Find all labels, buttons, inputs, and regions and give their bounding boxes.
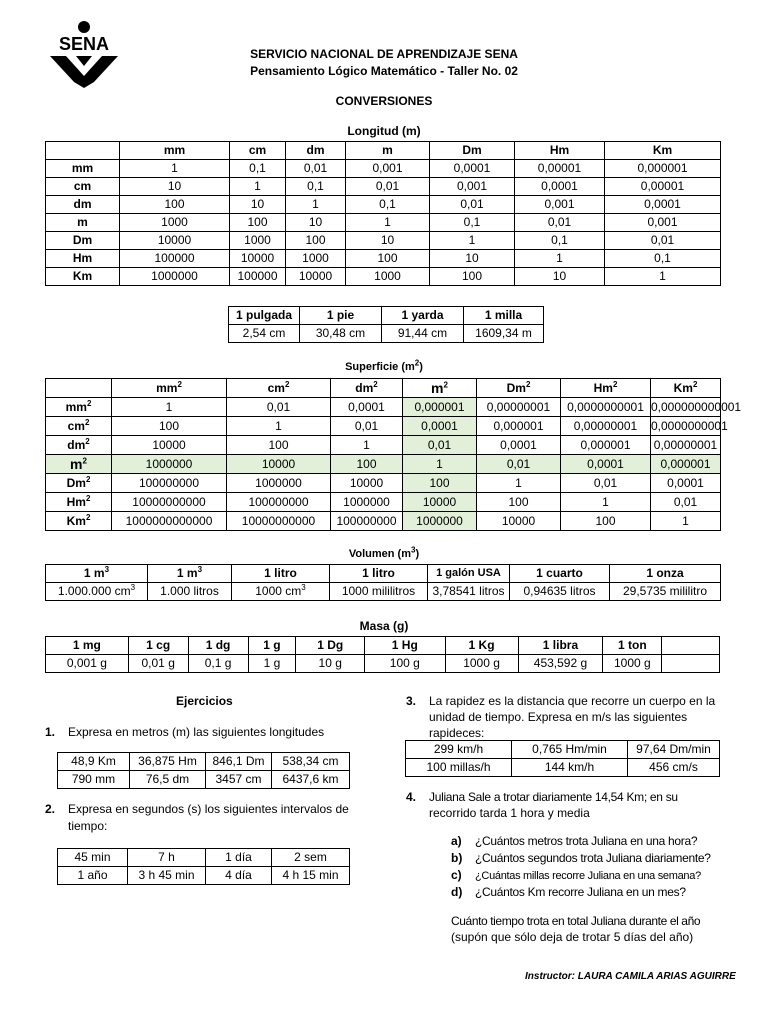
table-cell: 0,0000000001: [561, 398, 651, 417]
table-cell: 10000: [230, 250, 286, 268]
q4-closing-line1: Cuánto tiempo trota en total Juliana durante el año: [451, 914, 701, 928]
table-cell: 1.000 litros: [148, 583, 232, 601]
table-cell: 0,000000000001: [651, 398, 721, 417]
table-cell: 0,00000001: [651, 436, 721, 455]
table-cell: 0,0001: [477, 436, 561, 455]
table-cell: 0,001: [430, 178, 515, 196]
table-cell: 0,1: [346, 196, 430, 214]
table-cell: 0,1: [515, 232, 605, 250]
column-header: mm: [120, 142, 230, 160]
row-header: $mm^2$: [46, 398, 112, 417]
table-row: [46, 512, 721, 531]
row-header: Km$^2$: [46, 512, 112, 531]
row-header: dm: [46, 196, 120, 214]
volumen-title: Volumen $(m^3)$: [348, 545, 420, 560]
table-cell: 100: [227, 436, 331, 455]
table-cell: 1000000: [227, 474, 331, 493]
table-cell: 1: [227, 417, 331, 436]
column-header: 1 dg: [188, 637, 248, 655]
table-row: [46, 178, 721, 196]
table-row: [406, 741, 720, 759]
table-cell: 1: [605, 268, 721, 286]
table-cell: 100: [112, 417, 227, 436]
table-cell: 0,001: [515, 196, 605, 214]
column-header: $dm^2$: [331, 379, 403, 398]
table-cell: 0,01: [561, 474, 651, 493]
table-cell: 1000 g: [603, 655, 662, 673]
table-cell: 29,5735 mililitro: [610, 583, 721, 601]
table-cell: 4 día: [206, 867, 272, 885]
table-cell: 0,00001: [605, 178, 721, 196]
q4-number: 4.: [406, 790, 417, 804]
column-header: 1 yarda: [382, 307, 464, 325]
table-cell: 100: [430, 268, 515, 286]
column-header: Km$^2$: [651, 379, 721, 398]
table-cell: 100: [561, 512, 651, 531]
table-cell: 100 millas/h: [406, 759, 512, 777]
column-header: [662, 637, 720, 655]
table-cell: 1609,34 m: [464, 325, 544, 343]
table-cell: 1: [120, 160, 230, 178]
list-item-letter: a): [451, 834, 462, 848]
q1-text: Expresa en metros (m) las siguientes longitudes: [68, 725, 325, 739]
column-header: 1 galón USA: [428, 565, 510, 583]
table-cell: 2 sem: [272, 849, 350, 867]
table-cell: 0,01: [331, 417, 403, 436]
column-header: 1 pulgada: [229, 307, 300, 325]
column-header: 1 Dg: [296, 637, 365, 655]
column-header: 1 $m^3$: [46, 565, 148, 583]
q4-text-line2: recorrido tarda 1 hora y media: [429, 806, 590, 820]
table-cell: 10000: [331, 474, 403, 493]
table-row: [46, 398, 721, 417]
list-item: [451, 850, 711, 866]
list-item: [451, 884, 686, 900]
q3-text-line3: rapideces:: [429, 726, 485, 740]
volumen-table: [45, 564, 721, 601]
table-cell: 10: [120, 178, 230, 196]
table-cell: [662, 655, 720, 673]
table-row: [58, 753, 350, 771]
column-header: 1 litro: [232, 565, 330, 583]
table-cell: 3,78541 litros: [428, 583, 510, 601]
table-row: [46, 214, 721, 232]
table-cell: 45 min: [58, 849, 128, 867]
column-header: 1 milla: [464, 307, 544, 325]
table-cell: 1: [346, 214, 430, 232]
column-header: [46, 379, 112, 398]
table-cell: 0,01: [403, 436, 477, 455]
section-title: CONVERSIONES: [335, 94, 433, 108]
institution-title: SERVICIO NACIONAL DE APRENDIZAJE SENA: [250, 47, 518, 61]
table-cell: 1: [651, 512, 721, 531]
list-item-letter: b): [451, 851, 463, 865]
table-cell: 0,000001: [651, 455, 721, 474]
table-row: [58, 849, 350, 867]
table-cell: 7 h: [128, 849, 206, 867]
table-cell: 456 cm/s: [628, 759, 720, 777]
column-header: 1 g: [248, 637, 296, 655]
table-cell: 10 g: [296, 655, 365, 673]
course-title: Pensamiento Lógico Matemático - Taller No. 02: [250, 64, 518, 78]
table-cell: 1: [403, 455, 477, 474]
column-header: 1 Kg: [445, 637, 518, 655]
table-row: [46, 232, 721, 250]
table-row: [46, 417, 721, 436]
table-cell: 10: [230, 196, 286, 214]
q4-text-line1: Juliana Sale a trotar diariamente 14,54 Km; en su: [429, 790, 678, 804]
column-header: Dm: [430, 142, 515, 160]
column-header: 1 Hg: [365, 637, 446, 655]
q3-text-line1: La rapidez es la distancia que recorre un cuerpo en la: [429, 694, 716, 708]
table-cell: 10000000000: [112, 493, 227, 512]
table-cell: 100: [230, 214, 286, 232]
table-cell: 10000: [120, 232, 230, 250]
table-cell: 1000000: [331, 493, 403, 512]
table-row: [46, 455, 721, 474]
table-row: [46, 474, 721, 493]
table-cell: 0,0000000001: [651, 417, 721, 436]
table-cell: 0,01: [286, 160, 346, 178]
table-cell: 0,0001: [331, 398, 403, 417]
table-cell: 10: [515, 268, 605, 286]
table-row: [46, 583, 721, 601]
table-cell: 10000: [403, 493, 477, 512]
q3-text-line2: unidad de tiempo. Expresa en m/s las siguientes: [429, 710, 688, 724]
table-cell: 4 h 15 min: [272, 867, 350, 885]
table-cell: 1000 mililitros: [330, 583, 428, 601]
column-header: Hm$^2$: [561, 379, 651, 398]
row-header: Hm: [46, 250, 120, 268]
table-cell: 0,1: [286, 178, 346, 196]
q2-text-line2: tiempo:: [68, 819, 108, 833]
longitud-table: [45, 141, 721, 286]
longitud-title: Longitud (m): [347, 124, 421, 138]
table-cell: 0,01: [515, 214, 605, 232]
column-header: 1 $m^3$: [148, 565, 232, 583]
table-header-row: [46, 379, 721, 398]
table-cell: 36,875 Hm: [130, 753, 206, 771]
row-header: mm: [46, 160, 120, 178]
row-header: Dm: [46, 232, 120, 250]
table-cell: 1: [230, 178, 286, 196]
table-cell: 1: [112, 398, 227, 417]
table-cell: 30,48 cm: [300, 325, 382, 343]
table-cell: 1: [477, 474, 561, 493]
table-cell: 538,34 cm: [272, 753, 350, 771]
column-header: 1 ton: [603, 637, 662, 655]
table-cell: 0,000001: [561, 436, 651, 455]
table-cell: 1 g: [248, 655, 296, 673]
table-cell: 0,0001: [403, 417, 477, 436]
table-cell: 453,592 g: [518, 655, 603, 673]
table-cell: 1000000: [120, 268, 230, 286]
table-row: [46, 268, 721, 286]
table-cell: 0,1: [430, 214, 515, 232]
table-cell: 10000: [112, 436, 227, 455]
table-cell: 3 h 45 min: [128, 867, 206, 885]
row-header: Km: [46, 268, 120, 286]
table-cell: 0,1: [605, 250, 721, 268]
table-cell: 0,01: [651, 493, 721, 512]
row-header: $dm^2$: [46, 436, 112, 455]
table-cell: 1000: [346, 268, 430, 286]
table-cell: 0,01: [227, 398, 331, 417]
table-row: [46, 160, 721, 178]
table-cell: 0,0001: [515, 178, 605, 196]
column-header: [46, 142, 120, 160]
q2-number: 2.: [45, 802, 56, 816]
column-header: 1 libra: [518, 637, 603, 655]
masa-title: Masa (g): [359, 619, 409, 633]
table-cell: 1000000000000: [112, 512, 227, 531]
table-cell: 48,9 Km: [58, 753, 130, 771]
table-cell: 0,94635 litros: [510, 583, 610, 601]
column-header: $m^2$: [403, 379, 477, 398]
row-header: Hm$^2$: [46, 493, 112, 512]
table-cell: 790 mm: [58, 771, 130, 789]
table-cell: 1000000: [112, 455, 227, 474]
row-header: $cm^2$: [46, 417, 112, 436]
table-cell: 0,000001: [403, 398, 477, 417]
table-cell: 76,5 dm: [130, 771, 206, 789]
superficie-table: [45, 378, 742, 531]
ejercicios-title: Ejercicios: [176, 694, 233, 708]
table-cell: 1 año: [58, 867, 128, 885]
instructor-signature: Instructor: LAURA CAMILA ARIAS AGUIRRE: [525, 971, 736, 982]
table-header-row: [46, 637, 720, 655]
row-header: Dm$^2$: [46, 474, 112, 493]
table-cell: 1000 g: [445, 655, 518, 673]
table-cell: 0,001: [605, 214, 721, 232]
table-cell: 100000000: [112, 474, 227, 493]
table-cell: 0,1 g: [188, 655, 248, 673]
q2-table: [57, 848, 350, 885]
table-cell: 1000000: [403, 512, 477, 531]
table-cell: 0,01: [430, 196, 515, 214]
table-cell: 97,64 Dm/min: [628, 741, 720, 759]
table-cell: 0,000001: [477, 417, 561, 436]
table-cell: 10000000000: [227, 512, 331, 531]
list-item-letter: d): [451, 885, 463, 899]
table-cell: 1000: [120, 214, 230, 232]
table-cell: 1: [561, 493, 651, 512]
column-header: $mm^2$: [112, 379, 227, 398]
table-cell: 144 km/h: [512, 759, 628, 777]
table-cell: 100: [346, 250, 430, 268]
table-cell: 100: [120, 196, 230, 214]
q1-table: [57, 752, 350, 789]
table-row: [46, 436, 721, 455]
table-cell: 100: [286, 232, 346, 250]
column-header: 1 litro: [330, 565, 428, 583]
column-header: cm: [230, 142, 286, 160]
table-cell: 0,0001: [430, 160, 515, 178]
table-cell: 1000: [230, 232, 286, 250]
table-cell: 6437,6 km: [272, 771, 350, 789]
table-cell: 100 g: [365, 655, 446, 673]
q3-table: [405, 740, 720, 777]
list-item-text: ¿Cuántos segundos trota Juliana diariamente?: [475, 851, 711, 865]
table-row: [58, 867, 350, 885]
column-header: 1 cuarto: [510, 565, 610, 583]
column-header: 1 mg: [46, 637, 129, 655]
table-cell: 10000: [286, 268, 346, 286]
list-item: [451, 867, 701, 884]
row-header: cm: [46, 178, 120, 196]
column-header: $cm^2$: [227, 379, 331, 398]
list-item: [451, 833, 697, 849]
table-row: [46, 250, 721, 268]
table-cell: 0,01 g: [128, 655, 188, 673]
list-item-text: ¿Cuántos metros trota Juliana en una hora?: [475, 834, 698, 848]
table-cell: 1: [430, 232, 515, 250]
table-cell: 1: [515, 250, 605, 268]
table-cell: 100000000: [227, 493, 331, 512]
table-header-row: [46, 142, 721, 160]
q1-number: 1.: [45, 725, 56, 739]
table-cell: 1.000.000 $cm^3$: [46, 583, 148, 601]
table-header-row: [46, 565, 721, 583]
table-row: [46, 655, 720, 673]
column-header: Hm: [515, 142, 605, 160]
q2-text-line1: Expresa en segundos (s) los siguientes intervalos de: [68, 802, 349, 816]
table-row: [46, 196, 721, 214]
table-cell: 0,01: [605, 232, 721, 250]
masa-table: [45, 636, 720, 673]
table-cell: 10000: [227, 455, 331, 474]
logo-text: SENA: [58, 34, 110, 54]
table-cell: 0,00000001: [561, 417, 651, 436]
table-cell: 3457 cm: [206, 771, 272, 789]
column-header: 1 cg: [128, 637, 188, 655]
table-cell: 0,00000001: [477, 398, 561, 417]
table-cell: 100: [331, 455, 403, 474]
row-header: $m^2$: [46, 455, 112, 474]
table-cell: 10: [286, 214, 346, 232]
table-header-row: [229, 307, 544, 325]
table-cell: 0,765 Hm/min: [512, 741, 628, 759]
table-cell: 0,000001: [605, 160, 721, 178]
table-cell: 299 km/h: [406, 741, 512, 759]
table-cell: 2,54 cm: [229, 325, 300, 343]
q3-number: 3.: [406, 694, 417, 708]
table-cell: 0,0001: [605, 196, 721, 214]
table-cell: 0,0001: [651, 474, 721, 493]
table-cell: 0,1: [230, 160, 286, 178]
table-cell: 0,01: [477, 455, 561, 474]
table-cell: 846,1 Dm: [206, 753, 272, 771]
table-cell: 100000: [230, 268, 286, 286]
column-header: 1 pie: [300, 307, 382, 325]
table-cell: 1 día: [206, 849, 272, 867]
table-cell: 1: [286, 196, 346, 214]
table-cell: 100000000: [331, 512, 403, 531]
table-row: [406, 759, 720, 777]
table-cell: 1: [331, 436, 403, 455]
column-header: m: [346, 142, 430, 160]
table-cell: 1000: [286, 250, 346, 268]
table-cell: 100000: [120, 250, 230, 268]
column-header: 1 onza: [610, 565, 721, 583]
column-header: Dm$^2$: [477, 379, 561, 398]
table-cell: 10: [430, 250, 515, 268]
table-cell: 1000 $cm^3$: [232, 583, 330, 601]
table-cell: 10: [346, 232, 430, 250]
table-cell: 0,0001: [561, 455, 651, 474]
table-cell: 0,001: [346, 160, 430, 178]
table-cell: 0,01: [346, 178, 430, 196]
list-item-text: ¿Cuántos Km recorre Juliana en un mes?: [475, 885, 686, 899]
column-header: Km: [605, 142, 721, 160]
table-cell: 10000: [477, 512, 561, 531]
q4-closing-line2: (supón que sólo deja de trotar 5 días del año): [451, 930, 694, 944]
column-header: dm: [286, 142, 346, 160]
table-cell: 100: [477, 493, 561, 512]
list-item-letter: c): [451, 868, 462, 882]
list-item-text: ¿Cuántas millas recorre Juliana en una semana?: [475, 870, 701, 882]
table-row: [229, 325, 544, 343]
table-cell: 0,001 g: [46, 655, 129, 673]
table-cell: 91,44 cm: [382, 325, 464, 343]
table-cell: 100: [403, 474, 477, 493]
superficie-title: Superficie $(m^2)$: [345, 358, 423, 373]
row-header: m: [46, 214, 120, 232]
table-row: [58, 771, 350, 789]
table-cell: 0,00001: [515, 160, 605, 178]
table-row: [46, 493, 721, 512]
equivalencias-table: [228, 306, 544, 343]
